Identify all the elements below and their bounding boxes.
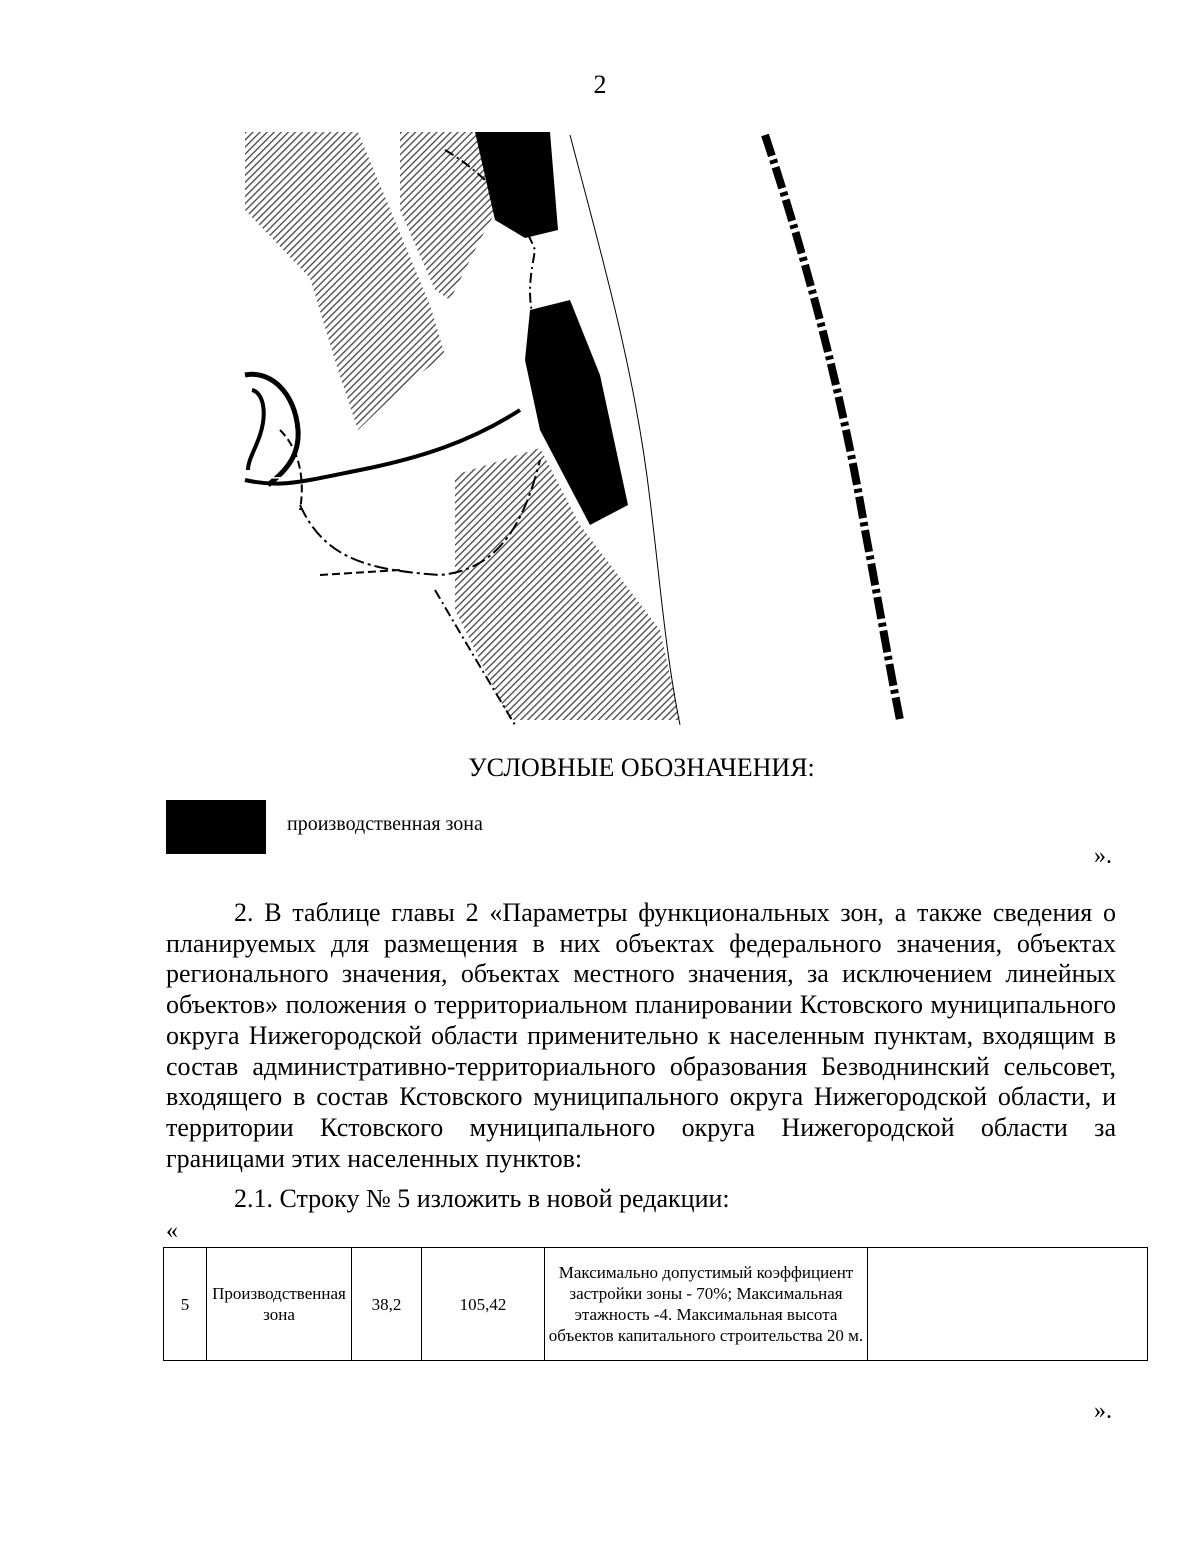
zone-parameters-row-table (163, 1247, 1148, 1361)
paragraph-2-1: 2.1. Строку № 5 изложить в новой редакции: (234, 1184, 730, 1213)
closing-quote-2: ». (1094, 1398, 1112, 1424)
note-cell (868, 1248, 1148, 1361)
zone-name-cell: Производственная зона (207, 1248, 352, 1361)
value-2-cell: 105,42 (422, 1248, 545, 1361)
paragraph-2: 2. В таблице главы 2 «Параметры функциональных зон, а также сведения о планируемых для размещения в них объектах федерального значения, объектах регионального значения, объектах местного значения, за исключением линейных объектов» положения о территориальном планировании Кстовского муниципального округа Нижегородской области применительно к населенным пунктам, входящим в состав административно-территориального образования Безводнинский сельсовет, входящего в состав Кстовского муниципального округа Нижегородской области, и территории Кстовского муниципального округа Нижегородской области за границами этих населенных пунктов: (166, 898, 1116, 1173)
table-row (164, 1248, 1148, 1361)
legend-swatch-production-zone (166, 800, 266, 854)
legend-label-production-zone: производственная зона (287, 813, 483, 835)
zoning-map (240, 130, 920, 725)
legend-title: УСЛОВНЫЕ ОБОЗНАЧЕНИЯ: (468, 753, 815, 782)
row-number-cell: 5 (164, 1248, 207, 1361)
closing-quote: ». (1094, 843, 1112, 869)
railway-line (765, 135, 900, 720)
value-1-cell: 38,2 (352, 1248, 422, 1361)
opening-quote: « (166, 1218, 178, 1244)
parameters-cell: Максимально допустимый коэффициент застройки зоны - 70%; Максимальная этажность -4. Максимальная высота объектов капитального строительства 20 м. (545, 1248, 868, 1361)
page-number: 2 (593, 70, 607, 99)
